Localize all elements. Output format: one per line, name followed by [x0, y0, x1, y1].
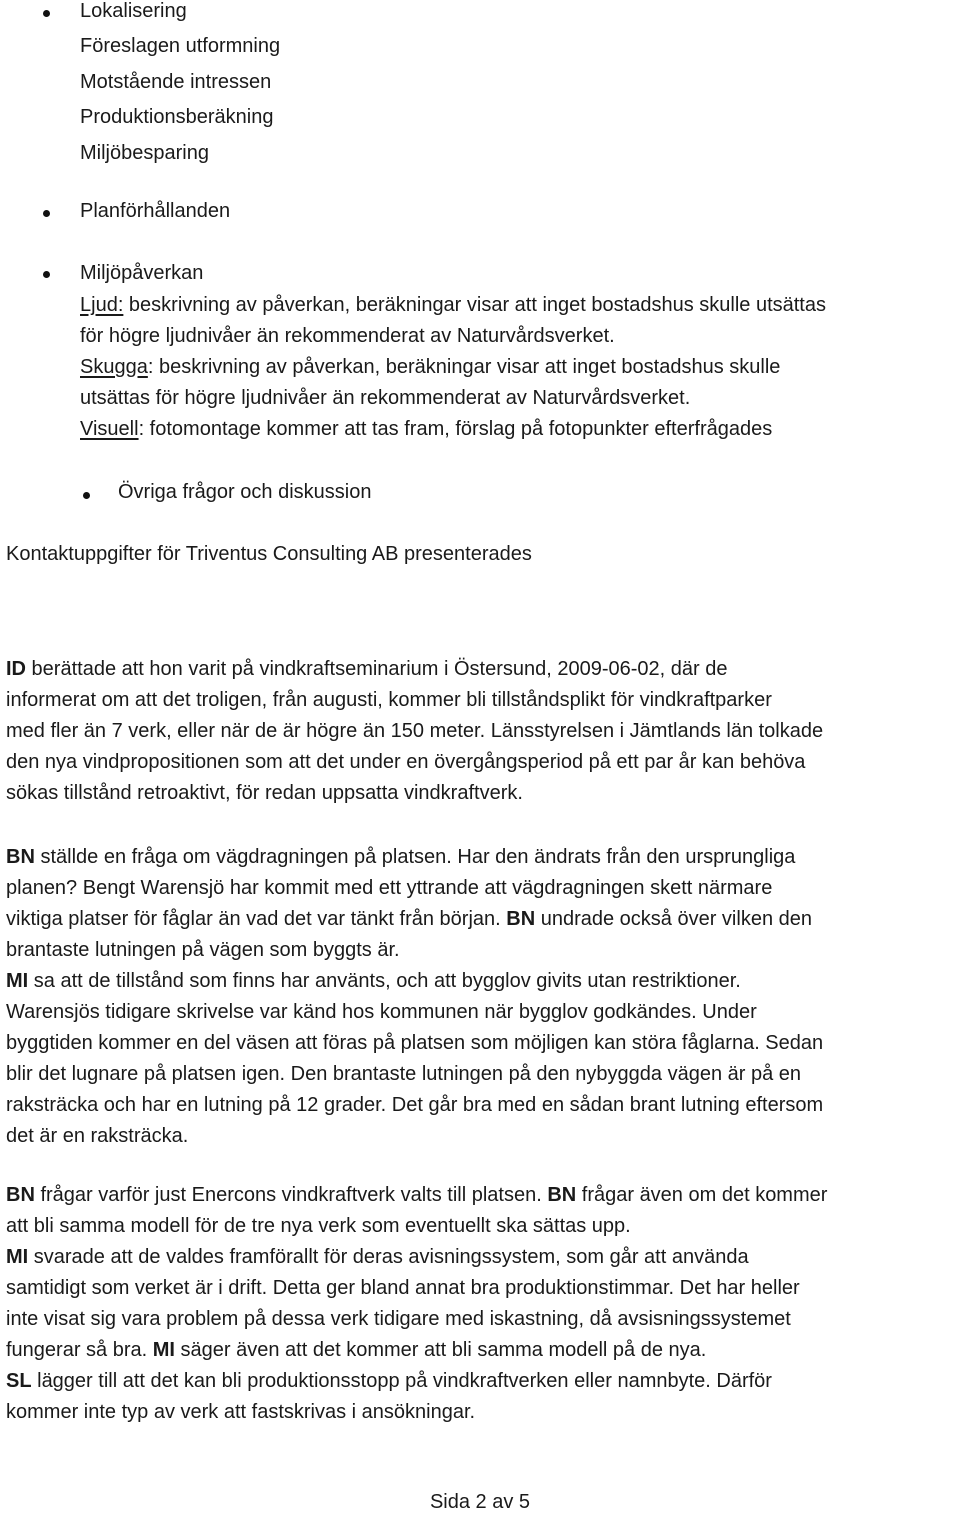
text-line [6, 904, 958, 935]
text-line [6, 873, 958, 904]
list-item: Planförhållanden [80, 200, 231, 222]
text-run: sa att de tillstånd som finns har använts, och att bygglov givits utan restriktioner. [28, 970, 741, 992]
text-line [6, 1121, 958, 1152]
text-line [6, 1273, 958, 1304]
text-line [6, 1242, 958, 1273]
text-line [6, 1059, 958, 1090]
speaker-initials: BN [6, 1184, 35, 1206]
text-run: kommer inte typ av verk att fastskrivas i ansökningar. [6, 1401, 476, 1423]
visuell-label: Visuell [80, 418, 139, 440]
text-line [6, 747, 958, 778]
ljud-line-1 [80, 294, 826, 317]
speaker-initials: BN [506, 908, 536, 930]
text-line [6, 997, 958, 1028]
skugga-text: : beskrivning av påverkan, beräkningar visar att inget bostadshus skulle [147, 356, 781, 378]
speaker-initials: MI [152, 1339, 175, 1361]
text-line [6, 716, 958, 747]
list-item: Övriga frågor och diskussion [118, 481, 372, 503]
text-run: viktiga platser för fåglar än vad det var tänkt från början. [6, 908, 507, 930]
text-run: undrade också över vilken den [535, 908, 812, 930]
text-line [6, 1335, 958, 1366]
visuell-line-1 [80, 418, 772, 441]
bullet-icon [43, 271, 50, 278]
speaker-initials: SL [6, 1370, 32, 1392]
visuell-text: : fotomontage kommer att tas fram, förslag på fotopunkter efterfrågades [138, 418, 773, 440]
bullet-icon [43, 210, 50, 217]
ljud-text: beskrivning av påverkan, beräkningar visar att inget bostadshus skulle utsättas [123, 294, 826, 316]
text-run: samtidigt som verket är i drift. Detta ger bland annat bra produktionstimmar. Det har heller [6, 1277, 800, 1299]
text-run: informerat om att det troligen, från augusti, kommer bli tillståndsplikt för vindkraftparker [6, 689, 772, 711]
list-item: Lokalisering [80, 0, 187, 22]
text-run: sökas tillstånd retroaktivt, för redan uppsatta vindkraftverk. [6, 782, 523, 804]
skugga-label: Skugga [80, 356, 148, 378]
list-item: Miljöbesparing [80, 142, 209, 164]
text-line [6, 1180, 958, 1211]
text-line [6, 1397, 958, 1428]
text-run: säger även att det kommer att bli samma modell på de nya. [174, 1339, 707, 1361]
text-line [6, 1366, 958, 1397]
speaker-initials: MI [6, 1246, 29, 1268]
contact-line: Kontaktuppgifter för Triventus Consulting AB presenterades [6, 543, 532, 565]
text-run: frågar även om det kommer [576, 1184, 828, 1206]
speaker-initials: BN [6, 846, 35, 868]
text-run: raksträcka och har en lutning på 12 grader. Det går bra med en sådan brant lutning eftersom [6, 1094, 824, 1116]
text-run: fungerar så bra. [6, 1339, 153, 1361]
bullet-icon [43, 10, 50, 17]
list-item: Miljöpåverkan [80, 262, 204, 284]
text-line [6, 935, 958, 966]
paragraph [6, 1180, 958, 1428]
text-run: svarade att de valdes framförallt för deras avisningssystem, som går att använda [28, 1246, 749, 1268]
text-run: planen? Bengt Warensjö har kommit med ett yttrande att vägdragningen skett närmare [6, 877, 773, 899]
text-run: det är en raksträcka. [6, 1125, 189, 1147]
list-item: Motstående intressen [80, 71, 272, 93]
text-line [6, 842, 958, 873]
ljud-line-2: för högre ljudnivåer än rekommenderat av Naturvårdsverket. [80, 325, 615, 347]
text-line [6, 654, 958, 685]
list-item: Föreslagen utformning [80, 35, 281, 57]
text-run: berättade att hon varit på vindkraftseminarium i Östersund, 2009-06-02, där de [26, 658, 728, 680]
text-line [6, 778, 958, 809]
text-run: med fler än 7 verk, eller när de är högre än 150 meter. Länsstyrelsen i Jämtlands län tolkade [6, 720, 824, 742]
paragraph [6, 842, 958, 1152]
text-run: Warensjös tidigare skrivelse var känd hos kommunen när bygglov godkändes. Under [6, 1001, 757, 1023]
speaker-initials: MI [6, 970, 29, 992]
skugga-line-2: utsättas för högre ljudnivåer än rekommenderat av Naturvårdsverket. [80, 387, 691, 409]
text-run: att bli samma modell för de tre nya verk som eventuellt ska sättas upp. [6, 1215, 631, 1237]
text-line [6, 1304, 958, 1335]
text-run: ställde en fråga om vägdragningen på platsen. Har den ändrats från den ursprungliga [34, 846, 796, 868]
paragraph [6, 654, 958, 809]
text-line [6, 1090, 958, 1121]
text-line [6, 966, 958, 997]
skugga-line-1 [80, 356, 780, 379]
text-run: frågar varför just Enercons vindkraftverk valts till platsen. [34, 1184, 548, 1206]
text-run: inte visat sig vara problem på dessa verk tidigare med iskastning, då avsisningssystemet [6, 1308, 791, 1330]
text-run: lägger till att det kan bli produktionsstopp på vindkraftverken eller namnbyte. Därför [31, 1370, 772, 1392]
text-line [6, 1211, 958, 1242]
speaker-initials: BN [547, 1184, 577, 1206]
text-line [6, 685, 958, 716]
text-run: brantaste lutningen på vägen som byggts är. [6, 939, 400, 961]
text-line [6, 1028, 958, 1059]
ljud-label: Ljud: [80, 294, 124, 316]
speaker-initials: ID [6, 658, 26, 680]
text-run: byggtiden kommer en del väsen att föras på platsen som möjligen kan störa fåglarna. Sedan [6, 1032, 824, 1054]
bullet-icon [83, 492, 90, 499]
text-run: den nya vindpropositionen som att det under en övergångsperiod på ett par år kan behöva [6, 751, 806, 773]
page-footer: Sida 2 av 5 [429, 1491, 531, 1513]
text-run: blir det lugnare på platsen igen. Den brantaste lutningen på den nybyggda vägen är på en [6, 1063, 802, 1085]
list-item: Produktionsberäkning [80, 106, 274, 128]
